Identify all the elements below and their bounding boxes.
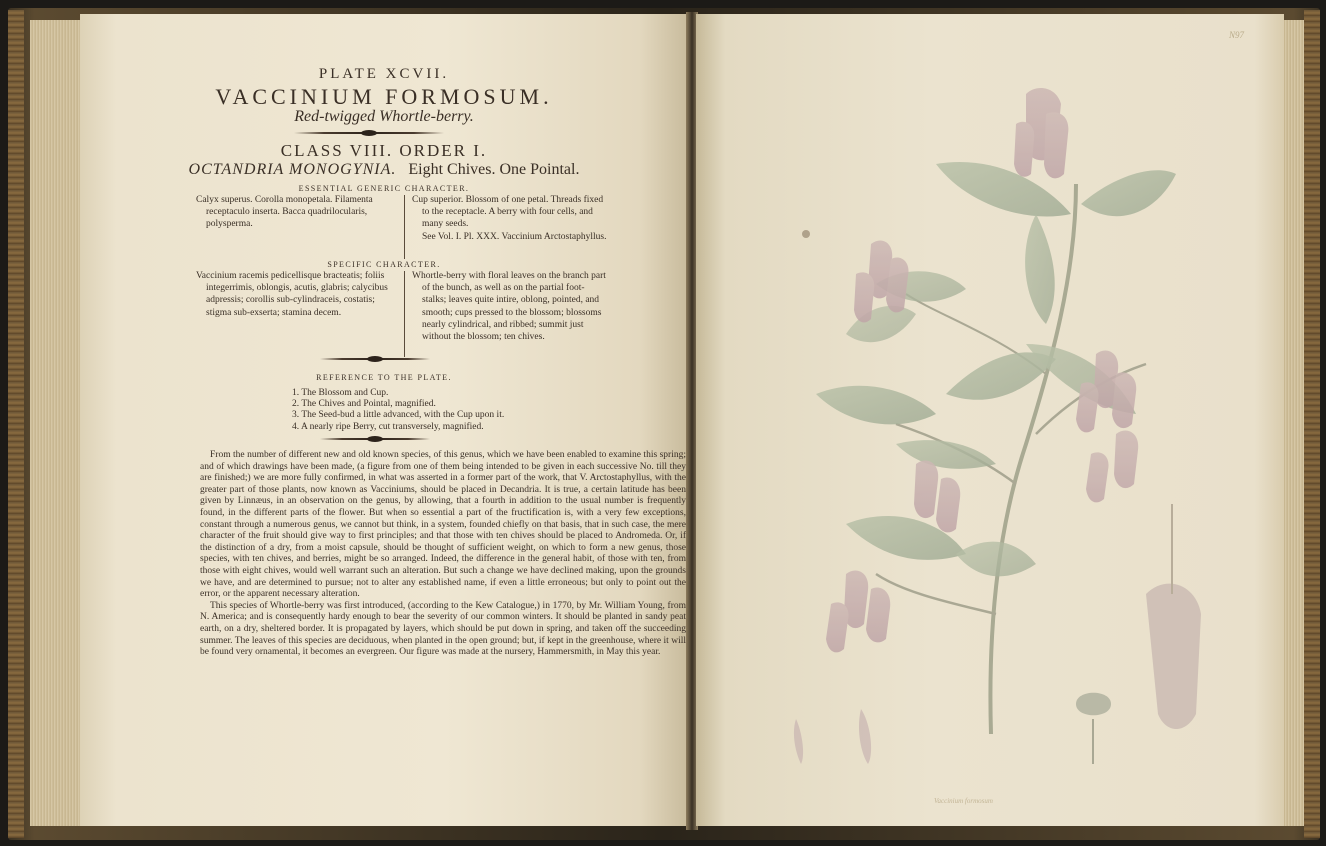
- ornamental-rule: [320, 358, 430, 360]
- generic-latin-text: Calyx superus. Corolla monopetala. Filamenta receptaculo inserta. Bacca quadrilocularis, polysperma.: [196, 195, 373, 230]
- class-latin-heading: [80, 161, 688, 179]
- class-english-name: Eight Chives. One Pointal.: [408, 161, 580, 178]
- generic-english-column: [412, 194, 608, 243]
- left-page: [80, 14, 688, 826]
- specific-english-column: [412, 270, 608, 343]
- small-blossom-figure: [794, 719, 803, 764]
- leaf: [896, 440, 996, 469]
- right-page-plate: [696, 14, 1284, 826]
- flower-cluster: [826, 571, 890, 653]
- specific-character-heading: SPECIFIC CHARACTER.: [327, 260, 441, 269]
- reference-item: 4. A nearly ripe Berry, cut transversely, magnified.: [292, 421, 484, 432]
- specific-latin-column: [196, 270, 394, 319]
- common-name: Red-twigged Whortle-berry.: [294, 108, 474, 125]
- body-paragraph: From the number of different new and old known species, of this genus, which we have been enabled to examine this spring; and of which drawings have been made, (a figure from one of them being intended to be given in each successive No. till they are finished;) we are more fully confirmed, in what was asserted in a former part of the work, that V. Arctostaphyllus, with the greater part of those plants, now known as Vacciniums, should be placed in Decandria. It is true, a certain latitude has been given by Linnæus, in an observation on the genus, by allowing, that a fourth in addition to the usual number is frequently found, in the different parts of the flower. But when so essential a part of the fructification is, with a very few exceptions, constant through a numerous genus, we cannot but think, in a system, founded chiefly on that basis, that in such case, the mere character of the fruit should give way to first principles; and that those with ten chives should be placed to Andromeda. Or, if the distinction of a dry, from a moist capsule, should be thought of sufficient weight, on which to form a new genus, those species, with ten chives, and berries, might be so arranged. Indeed, the difference in the general habit, of those with ten, from those with eight chives, would well warrant such an alteration. But such a change we have declined making, upon the grounds we have, and are determined to pursue; not to alter any established name, if even a little erroneous; but only to point out the error, or the apparent necessary alteration.: [200, 450, 686, 600]
- open-book: [8, 8, 1320, 840]
- body-text: [200, 450, 686, 659]
- leaf: [816, 386, 936, 425]
- specific-latin-text: Vaccinium racemis pedicellisque bracteatis; foliis integerrimis, oblongis, acutis, glabris; calycibus adpressis; corollis sub-cylindraceis, costatis; stigma sub-exserta; stamina decem.: [196, 271, 388, 318]
- dissected-blossom-figure: [1146, 584, 1201, 729]
- generic-character-heading: ESSENTIAL GENERIC CHARACTER.: [298, 184, 470, 193]
- plate-number: PLATE XCVII.: [318, 66, 450, 82]
- botanical-illustration: [696, 14, 1284, 830]
- genus-species-title: VACCINIUM FORMOSUM.: [215, 84, 553, 109]
- cover-edge-right: [1304, 10, 1320, 838]
- reference-item: 3. The Seed-bud a little advanced, with the Cup upon it.: [292, 410, 505, 421]
- reference-heading: REFERENCE TO THE PLATE.: [316, 373, 452, 382]
- leaf: [1025, 214, 1055, 324]
- class-order-heading: CLASS VIII. ORDER I.: [280, 141, 488, 160]
- flower-cluster: [1014, 88, 1068, 178]
- class-latin-name: OCTANDRIA MONOGYNIA.: [188, 161, 397, 178]
- specific-english-text: Whortle-berry with floral leaves on the branch part of the bunch, as well as on the partial foot-stalks; leaves quite intire, oblong, pointed, and smooth; cups pressed to the blossom; blossoms nearly cylindrical, and ribbed; summit just without the blossom; ten chives.: [412, 271, 606, 343]
- generic-see-reference: See Vol. I. Pl. XXX. Vaccinium Arctostaphyllus.: [422, 231, 607, 242]
- small-blossom-figure: [859, 709, 871, 764]
- column-divider: [404, 195, 405, 259]
- reference-list: [292, 388, 504, 433]
- page-stack-left: [30, 20, 80, 826]
- ornamental-rule: [320, 438, 430, 440]
- generic-latin-column: [196, 194, 394, 231]
- leaf: [1081, 170, 1176, 216]
- ornamental-rule: [294, 132, 444, 134]
- body-paragraph: This species of Whortle-berry was first introduced, (according to the Kew Catalogue,) in 1770, by Mr. William Young, from N. America; and is consequently hardy enough to bear the severity of our common winters. It should be planted in sandy peat earth, on a dry, sheltered border. It is propagated by layers, which should be put down in spring, and taken off the succeeding summer. The leaves of this species are deciduous, when planted in the open ground; but, if kept in the greenhouse, where it will be found very ornamental, it becomes an evergreen. Our figure was made at the nursery, Hammersmith, in May this year.: [200, 600, 686, 658]
- foxing-spot: [802, 230, 810, 238]
- reference-item: 1. The Blossom and Cup.: [292, 388, 389, 398]
- flower-cluster: [1086, 431, 1138, 503]
- corner-mark: N97: [1228, 30, 1244, 40]
- leaf: [956, 542, 1036, 577]
- plate-caption: Vaccinium formosum: [934, 797, 993, 805]
- seed-bud-figure: [1076, 693, 1111, 716]
- column-divider: [404, 271, 405, 357]
- generic-english-text: Cup superior. Blossom of one petal. Threads fixed to the receptacle. A berry with four cells, and many seeds.: [412, 195, 604, 230]
- cover-edge-left: [8, 10, 24, 838]
- reference-item: 2. The Chives and Pointal, magnified.: [292, 399, 436, 410]
